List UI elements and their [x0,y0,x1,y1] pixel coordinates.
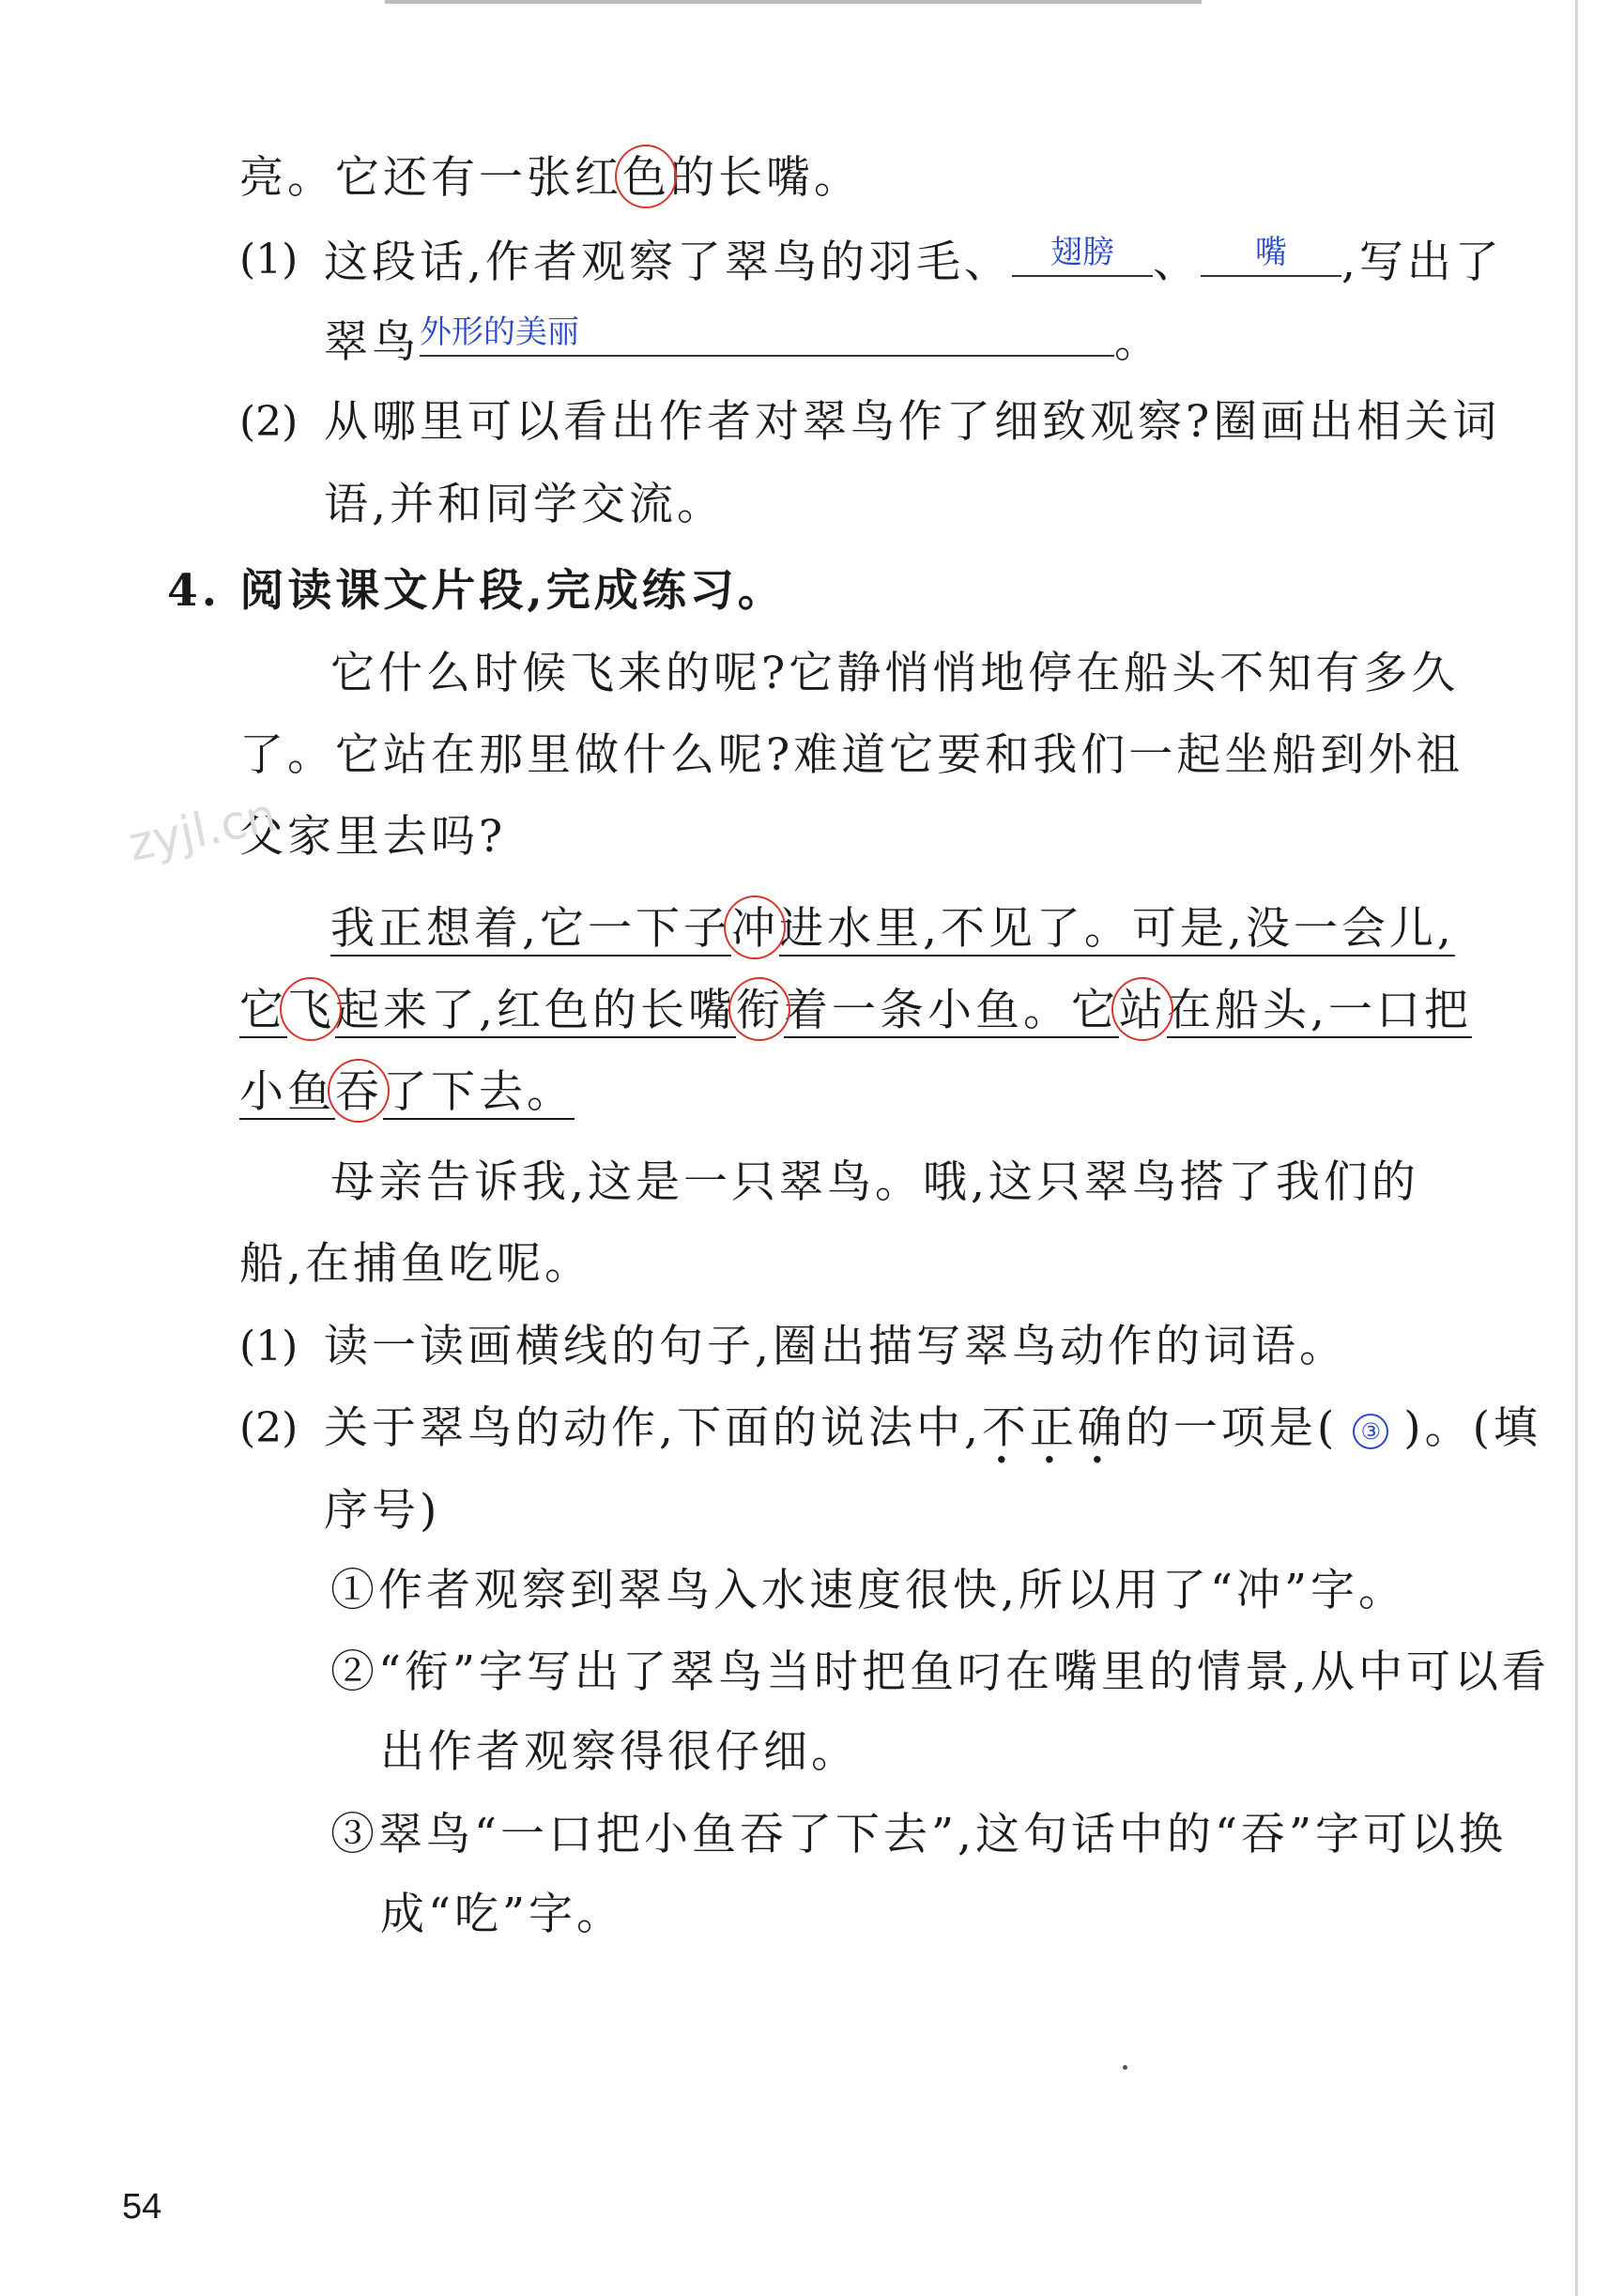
text: 在船头,一口把 [1166,985,1472,1036]
circled-word-chong: 冲 [731,901,779,957]
text: 亮。它还有一张 [239,152,575,204]
q4-para3-line2: 船,在捕鱼吃呢。 [239,1238,592,1290]
circled-word-tun: 吞 [335,1064,383,1121]
option-2-line2: 出作者观察得很仔细。 [380,1726,859,1778]
q4-title: 4. 阅读课文片段,完成练习。 [167,565,786,617]
text: 关于翠鸟的动作,下面的说法中, [324,1402,982,1454]
q3-sub2-number: (2) [239,398,299,446]
text: 了下去。 [383,1066,575,1118]
text: 它 [239,985,287,1036]
option-2-line1: ②“衔”字写出了翠鸟当时把鱼叼在嘴里的情景,从中可以看 [330,1646,1550,1698]
q4-para2-line2 [239,983,1472,1039]
watermark: zyjl.cn [123,788,281,872]
text: 小鱼 [239,1066,335,1118]
text: 我正想着,它一下子 [330,903,731,955]
q3-sub1-line2 [324,312,1162,371]
q4-sub1-text: 读一读画横线的句子,圈出描写翠鸟动作的词语。 [324,1321,1347,1372]
handwritten-answer: 嘴 [1254,234,1287,271]
circled-word-zhan: 站 [1119,983,1167,1039]
text: 红 [575,152,622,204]
page-number: 54 [122,2187,162,2227]
q4-para3-line1: 母亲告诉我,这是一只翠鸟。哦,这只翠鸟搭了我们的 [330,1156,1419,1208]
q3-sub2-line2: 语,并和同学交流。 [324,479,725,530]
q4-sub1-number: (1) [239,1323,299,1370]
text: 、 [1152,237,1201,288]
text: 这段话,作者观察了翠鸟的羽毛、 [324,237,1012,288]
emphasis-char: 不 [981,1402,1030,1454]
q4-para2-line3 [239,1064,575,1121]
handwritten-answer: 翅膀 [1050,234,1114,271]
answer-blank-3[interactable] [420,312,1114,357]
q4-sub2-line2: 序号) [324,1485,441,1537]
option-3-line1: ③翠鸟“一口把小鱼吞了下去”,这句话中的“吞”字可以换 [330,1809,1508,1860]
text: 着一条小鱼。它 [783,985,1119,1036]
handwritten-answer: ③ [1353,1414,1388,1449]
text: 进水里,不见了。可是,没一会儿, [778,903,1455,955]
circled-word-xian: 衔 [736,983,784,1039]
q3-sub1-number: (1) [239,236,299,283]
answer-blank-2[interactable] [1201,232,1341,277]
q4-para1-line1: 它什么时候飞来的呢?它静悄悄地停在船头不知有多久 [330,648,1460,699]
q3-closing-line [239,150,862,207]
text: 起来了,红色的长嘴 [335,985,736,1036]
stray-dot [1123,2065,1127,2070]
option-1: ①作者观察到翠鸟入水速度很快,所以用了“冲”字。 [330,1565,1406,1616]
top-rule [385,0,1202,4]
q3-sub2-line1: 从哪里可以看出作者对翠鸟作了细致观察?圈画出相关词 [324,396,1501,448]
text: 的一项是( [1125,1402,1339,1454]
text: ,写出了 [1341,237,1503,288]
q4-para2-line1 [330,901,1455,957]
text: 。 [1114,316,1162,368]
q4-sub2-line1 [324,1401,1541,1457]
option-3-line2: 成“吃”字。 [380,1889,625,1940]
q4-para1-line3: 父家里去吗? [239,811,507,863]
circled-word-fei: 飞 [287,983,335,1039]
page-edge [1575,0,1578,2296]
q3-sub1-line1 [324,232,1503,291]
circled-word: 色 [622,150,670,207]
answer-blank-1[interactable] [1012,232,1153,277]
text: )。(填 [1403,1402,1541,1454]
emphasis-char: 正 [1029,1402,1078,1454]
q4-para1-line2: 了。它站在那里做什么呢?难道它要和我们一起坐船到外祖 [239,729,1464,781]
emphasis-char: 确 [1077,1402,1126,1454]
q4-sub2-number: (2) [239,1404,299,1452]
text: 的长嘴。 [670,152,862,204]
handwritten-answer: 外形的美丽 [420,314,579,351]
text: 翠鸟 [324,316,420,368]
answer-slot[interactable] [1338,1401,1403,1457]
